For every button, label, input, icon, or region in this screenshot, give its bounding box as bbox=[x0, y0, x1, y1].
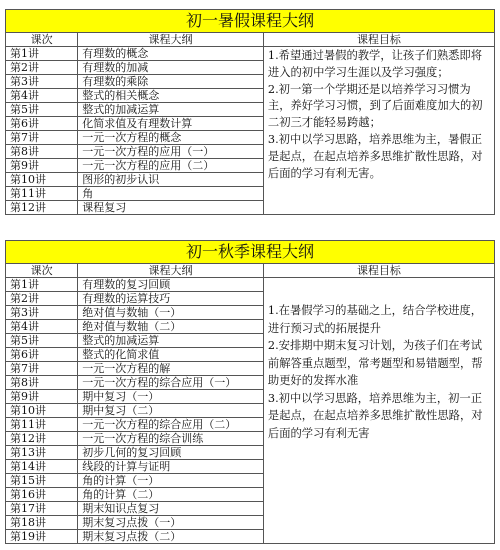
autumn-lesson-cell[interactable]: 第18讲 bbox=[6, 516, 78, 530]
autumn-header-outline[interactable]: 课程大纲 bbox=[78, 264, 264, 278]
autumn-outline-cell[interactable]: 角的计算（一） bbox=[78, 474, 264, 488]
summer-outline-cell[interactable]: 一元一次方程的应用（二） bbox=[78, 159, 264, 173]
summer-outline-cell[interactable]: 一元一次方程的应用（一） bbox=[78, 145, 264, 159]
autumn-outline-cell[interactable]: 绝对值与数轴（二） bbox=[78, 320, 264, 334]
autumn-lesson-cell[interactable]: 第2讲 bbox=[6, 292, 78, 306]
summer-outline-cell[interactable]: 角 bbox=[78, 187, 264, 201]
autumn-lesson-cell[interactable]: 第4讲 bbox=[6, 320, 78, 334]
autumn-lesson-cell[interactable]: 第16讲 bbox=[6, 488, 78, 502]
summer-outline-cell[interactable]: 有理数的乘除 bbox=[78, 75, 264, 89]
autumn-header-goal[interactable]: 课程目标 bbox=[263, 264, 494, 278]
autumn-table bbox=[5, 240, 495, 544]
summer-goal-paragraph: 1.希望通过暑假的教学，让孩子们熟悉即将进入的初中学习生涯以及学习强度； bbox=[267, 49, 483, 79]
summer-outline-cell[interactable]: 课程复习 bbox=[78, 201, 264, 215]
autumn-outline-cell[interactable]: 有理数的复习回顾 bbox=[78, 278, 264, 292]
summer-outline-cell[interactable]: 整式的加减运算 bbox=[78, 103, 264, 117]
autumn-title[interactable]: 初一秋季课程大纲 bbox=[6, 241, 495, 264]
summer-lesson-cell[interactable]: 第7讲 bbox=[6, 131, 78, 145]
summer-table-row bbox=[6, 47, 495, 61]
autumn-outline-cell[interactable]: 初步几何的复习回顾 bbox=[78, 446, 264, 460]
autumn-lesson-cell[interactable]: 第3讲 bbox=[6, 306, 78, 320]
autumn-header-lesson[interactable]: 课次 bbox=[6, 264, 78, 278]
autumn-lesson-cell[interactable]: 第7讲 bbox=[6, 362, 78, 376]
autumn-lesson-cell[interactable]: 第5讲 bbox=[6, 334, 78, 348]
summer-goal-cell[interactable] bbox=[263, 47, 494, 215]
autumn-outline-cell[interactable]: 角的计算（二） bbox=[78, 488, 264, 502]
autumn-table-row bbox=[6, 278, 495, 292]
summer-lesson-cell[interactable]: 第1讲 bbox=[6, 47, 78, 61]
summer-sheet bbox=[0, 9, 500, 215]
autumn-outline-cell[interactable]: 一元一次方程的综合应用（二） bbox=[78, 418, 264, 432]
autumn-outline-cell[interactable]: 一元一次方程的综合应用（一） bbox=[78, 376, 264, 390]
summer-lesson-cell[interactable]: 第6讲 bbox=[6, 117, 78, 131]
autumn-outline-cell[interactable]: 期中复习（二） bbox=[78, 404, 264, 418]
autumn-lesson-cell[interactable]: 第15讲 bbox=[6, 474, 78, 488]
summer-outline-cell[interactable]: 化简求值及有理数计算 bbox=[78, 117, 264, 131]
autumn-goal-cell[interactable] bbox=[263, 278, 494, 544]
autumn-lesson-cell[interactable]: 第19讲 bbox=[6, 530, 78, 544]
summer-outline-cell[interactable]: 有理数的加减 bbox=[78, 61, 264, 75]
autumn-outline-cell[interactable]: 线段的计算与证明 bbox=[78, 460, 264, 474]
autumn-outline-cell[interactable]: 一元一次方程的解 bbox=[78, 362, 264, 376]
summer-header-outline[interactable]: 课程大纲 bbox=[78, 33, 264, 47]
summer-goal-paragraph: 3.初中以学习思路，培养思维为主，暑假正是起点，在起点培养多思维扩散性思路，对后面的学习有利无害。 bbox=[267, 132, 483, 180]
autumn-lesson-cell[interactable]: 第12讲 bbox=[6, 432, 78, 446]
summer-title[interactable]: 初一暑假课程大纲 bbox=[6, 10, 495, 33]
summer-lesson-cell[interactable]: 第5讲 bbox=[6, 103, 78, 117]
autumn-outline-cell[interactable]: 有理数的运算技巧 bbox=[78, 292, 264, 306]
summer-header-goal[interactable]: 课程目标 bbox=[263, 33, 494, 47]
summer-lesson-cell[interactable]: 第3讲 bbox=[6, 75, 78, 89]
summer-lesson-cell[interactable]: 第2讲 bbox=[6, 61, 78, 75]
autumn-outline-cell[interactable]: 期末复习点拨（二） bbox=[78, 530, 264, 544]
autumn-lesson-cell[interactable]: 第14讲 bbox=[6, 460, 78, 474]
sheet-gap bbox=[0, 228, 500, 240]
summer-header-lesson[interactable]: 课次 bbox=[6, 33, 78, 47]
autumn-outline-cell[interactable]: 绝对值与数轴（一） bbox=[78, 306, 264, 320]
autumn-lesson-cell[interactable]: 第9讲 bbox=[6, 390, 78, 404]
summer-outline-cell[interactable]: 整式的相关概念 bbox=[78, 89, 264, 103]
autumn-lesson-cell[interactable]: 第17讲 bbox=[6, 502, 78, 516]
autumn-outline-cell[interactable]: 期末复习点拨（一） bbox=[78, 516, 264, 530]
autumn-goal-paragraph: 2.安排期中期末复习计划，为孩子们在考试前解答重点题型，常考题型和易错题型，帮助更好的发挥水准 bbox=[267, 339, 483, 387]
autumn-outline-cell[interactable]: 期末知识点复习 bbox=[78, 502, 264, 516]
autumn-outline-cell[interactable]: 整式的加减运算 bbox=[78, 334, 264, 348]
summer-lesson-cell[interactable]: 第8讲 bbox=[6, 145, 78, 159]
autumn-sheet bbox=[0, 240, 500, 544]
autumn-lesson-cell[interactable]: 第11讲 bbox=[6, 418, 78, 432]
autumn-outline-cell[interactable]: 期中复习（一） bbox=[78, 390, 264, 404]
summer-outline-cell[interactable]: 一元一次方程的概念 bbox=[78, 131, 264, 145]
summer-lesson-cell[interactable]: 第4讲 bbox=[6, 89, 78, 103]
summer-lesson-cell[interactable]: 第11讲 bbox=[6, 187, 78, 201]
summer-outline-cell[interactable]: 有理数的概念 bbox=[78, 47, 264, 61]
summer-lesson-cell[interactable]: 第9讲 bbox=[6, 159, 78, 173]
autumn-goal-paragraph: 1.在暑假学习的基础之上，结合学校进度，进行预习式的拓展提升 bbox=[267, 304, 483, 335]
autumn-outline-cell[interactable]: 整式的化简求值 bbox=[78, 348, 264, 362]
autumn-lesson-cell[interactable]: 第13讲 bbox=[6, 446, 78, 460]
summer-outline-cell[interactable]: 图形的初步认识 bbox=[78, 173, 264, 187]
summer-lesson-cell[interactable]: 第10讲 bbox=[6, 173, 78, 187]
autumn-lesson-cell[interactable]: 第6讲 bbox=[6, 348, 78, 362]
summer-goal-paragraph: 2.初一第一个学期还是以培养学习习惯为主，养好学习习惯，到了后面难度加大的初二初三才能轻易跨越； bbox=[267, 82, 483, 130]
autumn-goal-paragraph: 3.初中以学习思路，培养思维为主，初一正是起点，在起点培养多思维扩散性思路，对后面的学习有利无害 bbox=[267, 391, 483, 440]
summer-lesson-cell[interactable]: 第12讲 bbox=[6, 201, 78, 215]
autumn-lesson-cell[interactable]: 第8讲 bbox=[6, 376, 78, 390]
summer-table bbox=[5, 9, 495, 215]
autumn-outline-cell[interactable]: 一元一次方程的综合训练 bbox=[78, 432, 264, 446]
autumn-lesson-cell[interactable]: 第10讲 bbox=[6, 404, 78, 418]
autumn-lesson-cell[interactable]: 第1讲 bbox=[6, 278, 78, 292]
